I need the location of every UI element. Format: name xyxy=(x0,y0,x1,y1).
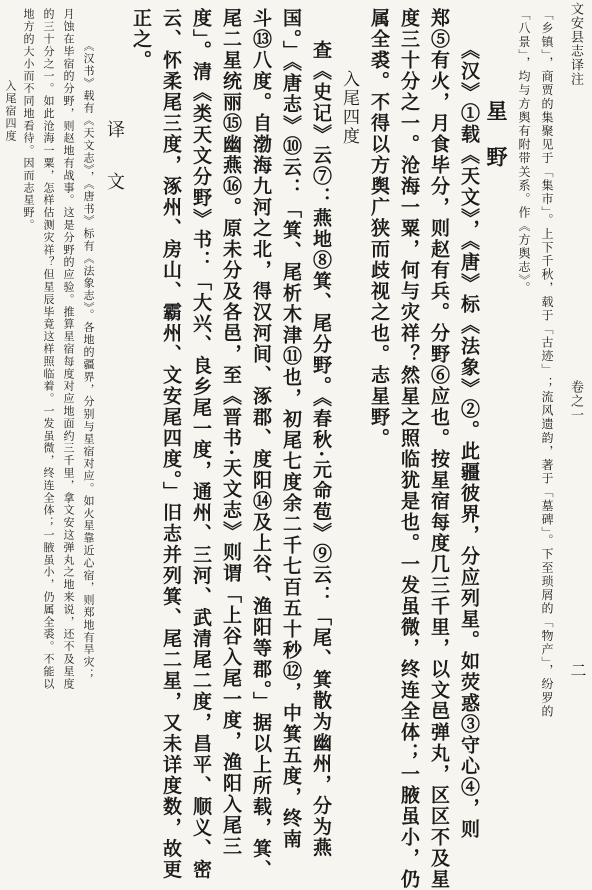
top-note-line: 「八景」，均与方舆有附带关系。作《方舆志》。 xyxy=(517,8,531,296)
main-text-line: 属全裘。不得以方舆广狭而歧视之也。志星野。 xyxy=(368,8,390,449)
page-number: 二 xyxy=(568,662,587,679)
main-text-line: 度」。清《类天文分野》书：「大兴、良乡尾一度，通州、三河、武清尾二度，昌平、顺义、密 xyxy=(190,8,212,881)
top-note-line: 「乡镇」，商贾的集聚见于「集市」。上下千秋，载于「古迹」；流风遗韵，著于「墓碑」。下至琐屑的「物产」，纷罗的 xyxy=(540,8,554,719)
main-text-line: 正之。 xyxy=(130,8,152,71)
translation-subheading: 入尾宿四度 xyxy=(4,80,17,142)
main-text-line: 国。」《唐志》⑩云：「箕、尾析木津⑪也，初尾七度余二千七百五十秒⑫，中箕五度，终南 xyxy=(280,8,302,850)
translation-line: 的三十分之一。如此沧海一粟，怎样估测灾祥？但星辰毕竟这样照临着。一发虽微，终连全体；一腋虽小，仍属全裘。不能以 xyxy=(42,8,55,690)
translation-line: 《汉书》载有《天文志》，《唐书》标有《法象志》。各地的疆界，分别与星宿对应。如火星靠近心宿，则郑地有旱灾； xyxy=(82,40,95,681)
main-text-line: 云、怀柔尾三度，涿州、房山、霸州、文安尾四度。」旧志并列箕、尾二星，又未详度数，故更 xyxy=(160,8,182,881)
volume-label: 卷之一 xyxy=(568,380,583,422)
translation-line: 月蚀在毕宿的分野，则赵地有战事。这是分野的应验。推算星宿每度对应地面约三千里，拿文安这弹丸之地来说，还不及星度 xyxy=(62,8,75,690)
main-text-line: 查《史记》云⑦：燕地⑧箕、尾分野。《春秋·元命苞》⑨云：「尾、箕散为幽州，分为燕 xyxy=(310,40,332,859)
translation-line: 地方的大小而不同地看待。因而志星野。 xyxy=(22,8,35,232)
main-text-line: 度三十分之一。沧海一粟，何与灾祥？然星之照临犹是也。一发虽微，终连全体；一腋虽小，仍 xyxy=(398,8,420,890)
subsection-title: 入尾四度 xyxy=(339,70,359,146)
translation-title: 译 文 xyxy=(104,120,125,198)
main-text-line: 《汉》①载《天文》，《唐》标《法象》②。此疆彼界，分应列星。如荧惑③守心④，则 xyxy=(458,40,480,840)
book-title: 文安县志译注 xyxy=(568,2,583,86)
main-text-line: 郑⑤有火，月食毕分，则赵有兵。分野⑥应也。按星宿每度几三千里，以文邑弹丸，区区不及星 xyxy=(428,8,450,890)
main-text-line: 斗⑬八度。自渤海九河之北，得汉河间、涿郡、度阳⑭及上谷、渔阳等郡。」据以上所载，箕、 xyxy=(250,8,272,881)
section-title: 星 野 xyxy=(484,100,509,169)
main-text-line: 尾二星统丽⑮幽燕⑯。原未分及各邑，至《晋书·天文志》则谓「上谷入尾一度，渔阳入尾三 xyxy=(220,8,242,857)
